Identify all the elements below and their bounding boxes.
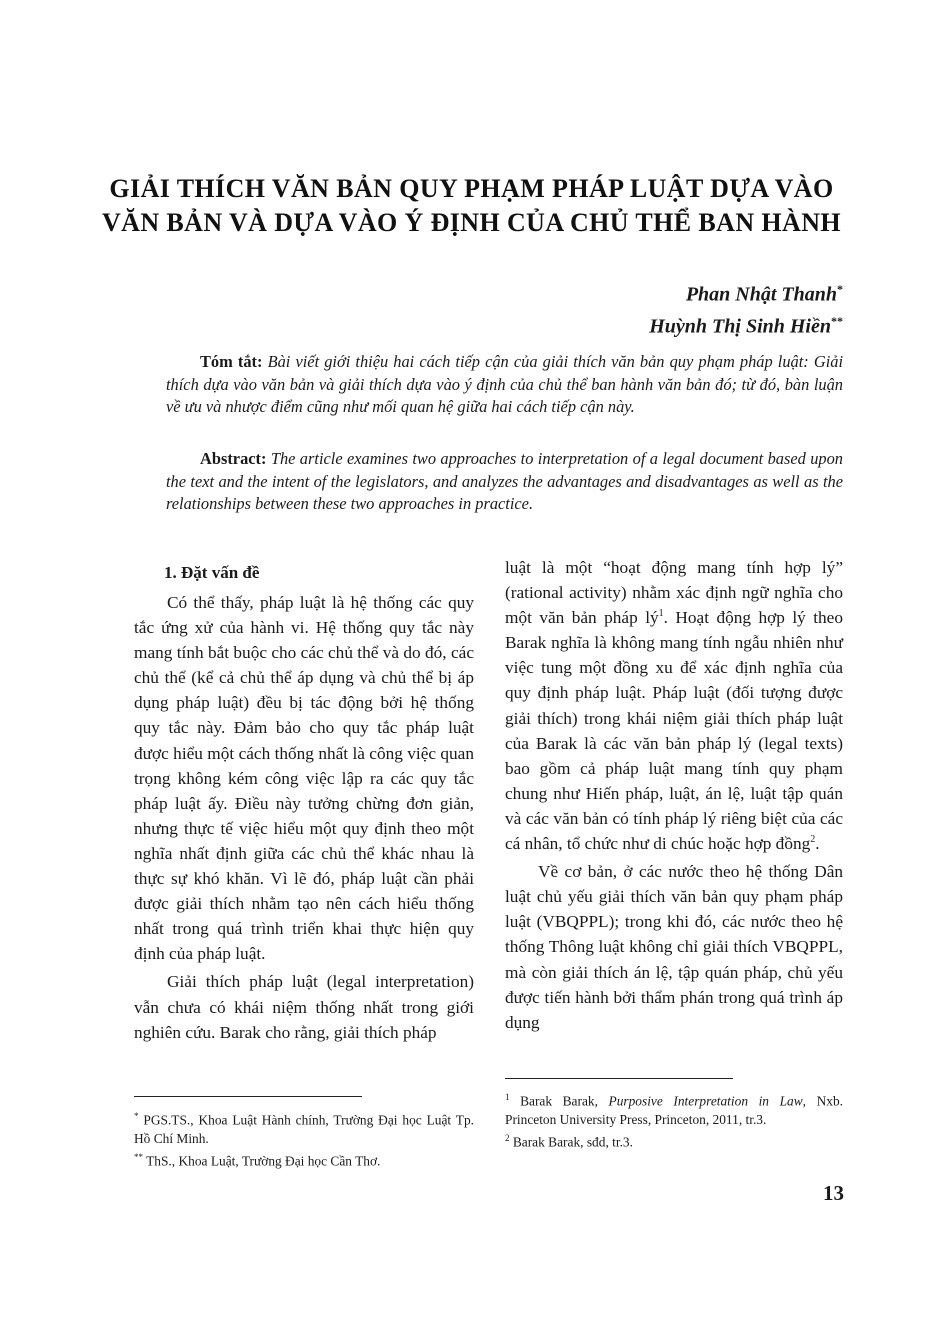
author-1 — [649, 276, 843, 308]
footnote-divider-right — [505, 1078, 733, 1079]
footnote-author-2-text: ThS., Khoa Luật, Trường Đại học Cần Thơ. — [143, 1153, 381, 1169]
footnote-divider-left — [134, 1096, 362, 1097]
author-1-name: Phan Nhật Thanh — [685, 283, 837, 306]
footnote-author-2-mark: ** — [134, 1152, 143, 1163]
title-line-1: GIẢI THÍCH VĂN BẢN QUY PHẠM PHÁP LUẬT DỰA VÀO — [109, 174, 834, 203]
right-column — [505, 555, 843, 1035]
footnotes-left — [134, 1107, 474, 1171]
author-2-mark: ** — [831, 313, 843, 328]
footnote-author-2 — [134, 1148, 474, 1171]
footnote-1 — [505, 1088, 843, 1129]
footnote-2-mark: 2 — [505, 1133, 510, 1144]
left-paragraph-1: Có thể thấy, pháp luật là hệ thống các quy tắc ứng xử của hành vi. Hệ thống quy tắc này mang tính bắt buộc cho các chủ thể và do đó, các chủ thể (kể cả chủ thể áp dụng và chủ thể bị áp dụng pháp luật) đều bị tác động bởi hệ thống quy tắc này. Đảm bảo cho quy tắc pháp luật được hiểu một cách thống nhất là công việc quan trọng không kém công việc lập ra các quy tắc pháp luật ấy. Điều này tưởng chừng đơn giản, nhưng thực tế việc hiểu một quy định theo một nghĩa nhất định giữa các chủ thể khác nhau là thực sự khó khăn. Vì lẽ đó, pháp luật cần phải được giải thích nhằm tạo nên cách hiểu thống nhất trong quá trình triển khai thực hiện quy định của pháp luật. — [134, 593, 474, 964]
summary-vi-text: Bài viết giới thiệu hai cách tiếp cận của giải thích văn bản quy phạm pháp luật: Giải thích dựa vào văn bản và giải thích dựa vào ý định của chủ thể ban hành văn bản đó; từ đó, bàn luận về ưu và nhược điểm cũng như mối quan hệ giữa hai cách tiếp cận này. — [166, 352, 844, 417]
right-paragraph-1-part-c: . — [815, 834, 820, 854]
right-paragraph-1-part-b: . Hoạt động hợp lý theo Barak nghĩa là không mang tính ngẫu nhiên như việc tung một đồng xu để xác định nghĩa của quy định pháp luật. Pháp luật (đối tượng được giải thích) trong khái niệm giải thích pháp luật của Barak là các văn bản pháp lý (legal texts) bao gồm cả pháp luật mang tính quy phạm chung như Hiến pháp, luật, án lệ, luật tập quán và các văn bản có tính pháp lý riêng biệt của các cá nhân, tổ chức như di chúc hoặc hợp đồng — [505, 608, 843, 854]
footnote-author-1-mark: * — [134, 1111, 139, 1121]
footnote-1-book-title: Purposive Interpretation in Law — [608, 1093, 803, 1109]
footnote-author-1 — [134, 1107, 474, 1148]
summary-english — [166, 448, 843, 516]
footnote-1-mark: 1 — [505, 1092, 510, 1102]
left-paragraph-2: Giải thích pháp luật (legal interpretation) vẫn chưa có khái niệm thống nhất trong giới nghiên cứu. Barak cho rằng, giải thích pháp — [134, 972, 474, 1042]
page-number: 13 — [823, 1181, 844, 1205]
title-line-2: VĂN BẢN VÀ DỰA VÀO Ý ĐỊNH CỦA CHỦ THỂ BAN HÀNH — [102, 208, 841, 237]
summary-en-label: Abstract: — [200, 449, 267, 468]
footnote-1-post: , Nxb. Princeton University Press, Princeton, 2011, tr.3. — [505, 1093, 843, 1127]
footnote-ref-2[interactable]: 2 — [810, 834, 816, 846]
footnote-2 — [505, 1129, 843, 1152]
section-heading: 1. Đặt vấn đề — [164, 563, 260, 582]
left-column — [134, 560, 474, 1045]
footnote-2-text: Barak Barak, sđd, tr.3. — [509, 1134, 633, 1150]
right-paragraph-1-part-a: luật là một “hoạt động mang tính hợp lý” (rational activity) nhằm xác định ngữ nghĩa cho một văn bản pháp lý — [505, 558, 843, 628]
footnote-author-1-text: PGS.TS., Khoa Luật Hành chính, Trường Đại học Luật Tp. Hồ Chí Minh. — [134, 1112, 474, 1146]
summary-vi-label: Tóm tắt: — [200, 352, 263, 371]
footnotes-right — [505, 1088, 843, 1152]
author-2-name: Huỳnh Thị Sinh Hiền — [649, 315, 831, 338]
right-paragraph-2: Về cơ bản, ở các nước theo hệ thống Dân luật chủ yếu giải thích văn bản quy phạm pháp luật (VBQPPL); trong khi đó, các nước theo hệ thống Thông luật không chỉ giải thích VBQPPL, mà còn giải thích án lệ, tập quán pháp, chủ yếu được tiến hành bởi thẩm phán trong quá trình áp dụng — [505, 862, 843, 1032]
summary-vietnamese — [166, 351, 843, 419]
footnote-ref-1[interactable]: 1 — [658, 608, 664, 620]
summary-en-text: The article examines two approaches to interpretation of a legal document based upon the text and the intent of the legislators, and analyzes the advantages and disadvantages as well as the relationships between these two approaches in practice. — [166, 449, 843, 514]
author-list — [649, 276, 843, 339]
right-paragraph-1 — [505, 555, 843, 856]
author-1-mark: * — [837, 282, 843, 296]
author-2 — [649, 308, 843, 340]
footnote-1-pre: Barak Barak, — [509, 1093, 609, 1109]
article-title — [90, 172, 853, 240]
